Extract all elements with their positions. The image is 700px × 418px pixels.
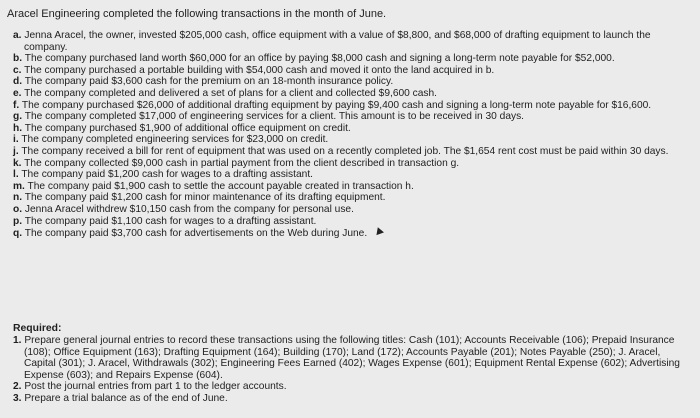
transaction-letter: q. [13, 228, 23, 240]
transaction-text: The company paid $1,200 cash for wages to a drafting assistant. [21, 169, 313, 181]
transaction-letter: i. [13, 134, 19, 146]
transaction-list [13, 30, 689, 240]
transaction-text: The company purchased $26,000 of additional drafting equipment by paying $9,400 cash and signing a long-term note payable for $16,600. [21, 99, 652, 111]
required-number: 2. [13, 381, 22, 393]
transaction-item [13, 192, 689, 204]
required-item [13, 335, 689, 381]
transaction-letter: o. [13, 203, 23, 215]
transaction-letter: d. [13, 76, 23, 88]
required-text: Post the journal entries from part 1 to the ledger accounts. [24, 381, 287, 393]
transaction-item [13, 227, 689, 240]
required-number: 1. [13, 335, 22, 346]
transaction-letter: e. [13, 87, 22, 99]
transaction-letter: a. [13, 30, 22, 41]
required-list [13, 335, 689, 405]
transaction-item [13, 65, 689, 77]
transaction-letter: k. [13, 157, 22, 169]
transaction-letter: h. [13, 122, 23, 134]
required-heading: Required: [13, 323, 62, 334]
transaction-item [13, 169, 689, 181]
transaction-item [13, 216, 689, 228]
transaction-letter: b. [13, 53, 23, 65]
transaction-item [13, 30, 689, 53]
transaction-text: The company received a bill for rent of equipment that was used on a recently completed job. The $1,654 rent cost must be paid within 30 days. [21, 145, 669, 157]
transaction-text: The company paid $1,900 cash to settle the account payable created in transaction h. [27, 180, 414, 192]
mouse-cursor-icon [374, 226, 384, 235]
transaction-text: Jenna Aracel withdrew $10,150 cash from the company for personal use. [24, 203, 354, 215]
required-item [13, 393, 689, 405]
intro-text: Aracel Engineering completed the following transactions in the month of June. [7, 8, 387, 20]
transaction-text: The company purchased land worth $60,000 for an office by paying $8,000 cash and signing a long-term note payable for $52,000. [24, 53, 615, 65]
transaction-item [13, 76, 689, 88]
transaction-letter: g. [13, 111, 23, 123]
required-text: Prepare a trial balance as of the end of June. [24, 392, 228, 404]
required-item [13, 381, 689, 393]
transaction-text: The company purchased $1,900 of additional office equipment on credit. [24, 122, 351, 134]
required-text: Prepare general journal entries to record these transactions using the following titles: Cash (101); Accounts Receivable (106); Prepaid Insurance (108); Office Equipment (163); Drafting Equipment (164); Building (170); Land (172); Accounts Payable (201); Notes Payable (250); J. Aracel, Capital (301); J. Aracel, Withdrawals (302); Engineering Fees Earned (402); Wages Expense (601); Equipment Rental Expense (602); Advertising Expense (603); and Repairs Expense (604). [24, 335, 680, 381]
transaction-text: The company collected $9,000 cash in partial payment from the client described in transaction g. [24, 157, 460, 169]
transaction-item [13, 88, 689, 100]
transaction-text: The company completed engineering services for $23,000 on credit. [21, 134, 329, 146]
transaction-text: The company completed and delivered a set of plans for a client and collected $9,600 cash. [24, 87, 438, 99]
transaction-item [13, 146, 689, 158]
required-number: 3. [13, 392, 22, 404]
transaction-text: The company purchased a portable building with $54,000 cash and moved it onto the land acquired in b. [24, 64, 495, 76]
transaction-letter: l. [13, 169, 19, 181]
transaction-text: The company completed $17,000 of engineering services for a client. This amount is to be received in 30 days. [24, 111, 525, 123]
transaction-letter: n. [13, 192, 23, 204]
transaction-text: Jenna Aracel, the owner, invested $205,000 cash, office equipment with a value of $8,800, and $68,000 of drafting equipment to launch the company. [24, 30, 651, 53]
transaction-letter: f. [13, 99, 20, 111]
transaction-item [13, 158, 689, 170]
transaction-letter: m. [13, 180, 25, 192]
transaction-item [13, 111, 689, 123]
transaction-text: The company paid $1,200 cash for minor maintenance of its drafting equipment. [24, 192, 386, 204]
transaction-text: The company paid $1,100 cash for wages to a drafting assistant. [24, 215, 317, 227]
transaction-letter: j. [13, 145, 19, 157]
transaction-item [13, 134, 689, 146]
transaction-item [13, 123, 689, 135]
transaction-text: The company paid $3,600 cash for the premium on an 18-month insurance policy. [24, 76, 394, 88]
transaction-item [13, 204, 689, 216]
transaction-letter: p. [13, 215, 23, 227]
transaction-text: The company paid $3,700 cash for advertisements on the Web during June. [24, 228, 368, 240]
transaction-item [13, 100, 689, 112]
transaction-letter: c. [13, 64, 22, 76]
transaction-item [13, 181, 689, 193]
transaction-item [13, 53, 689, 65]
